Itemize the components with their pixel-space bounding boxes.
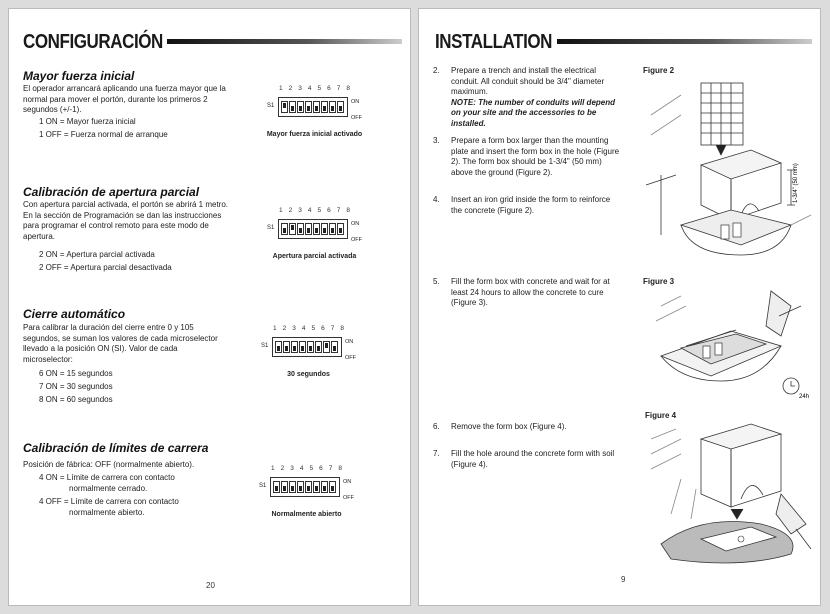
step-text: Fill the hole around the concrete form with soil (Figure 4). (451, 449, 615, 469)
switch-7 (321, 481, 328, 493)
figure-4-illustration (641, 419, 816, 569)
section-body: El operador arrancará aplicando una fuerza mayor que la normal para mover el portón, durante los primeros 2 segundos (+/-1). (23, 84, 226, 114)
switch-5 (313, 101, 320, 113)
left-page (8, 8, 411, 606)
figure-3-illustration (641, 286, 816, 401)
step-number: 3. (433, 136, 440, 145)
step-body: Prepare a trench and install the electrical conduit. All conduit should be 3/4" diameter maximum. (451, 66, 605, 96)
switch-1 (281, 223, 288, 235)
switch-3 (289, 481, 296, 493)
switch-4 (305, 223, 312, 235)
section-body: Para calibrar la duración del cierre entre 0 y 105 segundos, se suman los valores de cada microselector llevado a la posición ON (SI). Valor de cada microselector: (23, 323, 218, 364)
section-item: normalmente cerrado. (69, 484, 148, 493)
page-title: CONFIGURACIÓN (23, 31, 163, 53)
switch-8 (329, 481, 336, 493)
dip-switch (267, 207, 362, 269)
section-item: 8 ON = 60 segundos (39, 395, 113, 404)
section-item: 4 OFF = Límite de carrera con contacto (39, 497, 179, 506)
step-text (451, 66, 621, 129)
step-number: 4. (433, 195, 440, 204)
section-body: Posición de fábrica: OFF (normalmente abierto). (23, 460, 195, 469)
switch-2 (283, 341, 290, 353)
switch-s1-label: S1 (261, 343, 269, 349)
step-text: Remove the form box (Figure 4). (451, 422, 567, 431)
switch-8 (337, 223, 344, 235)
switch-on-label: ON (351, 221, 360, 227)
clock-label: 24h (799, 394, 810, 400)
section-item: normalmente abierto. (69, 508, 145, 517)
step-text: Prepare a form box larger than the mounting plate and insert the form box in the hole (Figure 2). The form box should be 1-3/4" (50 mm) above the ground (Figure 2). (451, 136, 620, 177)
section-item: 4 ON = Límite de carrera con contacto (39, 473, 175, 482)
switch-on-label: ON (351, 99, 360, 105)
switch-7 (329, 101, 336, 113)
section-title: Mayor fuerza inicial (23, 69, 135, 83)
switch-off-label: OFF (351, 237, 362, 243)
step-text: Insert an iron grid inside the form to reinforce the concrete (Figure 2). (451, 195, 611, 215)
switch-4 (305, 101, 312, 113)
page-number: 9 (621, 575, 626, 584)
switch-6 (315, 341, 322, 353)
section-title: Cierre automático (23, 307, 126, 321)
right-page (418, 8, 821, 606)
dip-switch (259, 465, 354, 527)
switch-numbers: 1 2 3 4 5 6 7 8 (279, 207, 353, 214)
switch-3 (297, 223, 304, 235)
switch-caption: 30 segundos (287, 371, 330, 378)
section-item: 6 ON = 15 segundos (39, 369, 113, 378)
switch-bank (278, 219, 348, 239)
section-item: 7 ON = 30 segundos (39, 382, 113, 391)
switch-6 (313, 481, 320, 493)
switch-6 (321, 101, 328, 113)
switch-s1-label: S1 (267, 225, 275, 231)
switch-s1-label: S1 (267, 103, 275, 109)
switch-numbers: 1 2 3 4 5 6 7 8 (279, 85, 353, 92)
switch-off-label: OFF (345, 355, 356, 361)
switch-numbers: 1 2 3 4 5 6 7 8 (271, 465, 345, 472)
section-title: Calibración de apertura parcial (23, 185, 200, 199)
section-title: Calibración de límites de carrera (23, 441, 209, 455)
figure-2-illustration (641, 75, 816, 270)
switch-3 (291, 341, 298, 353)
switch-caption: Apertura parcial activada (272, 253, 357, 260)
switch-5 (307, 341, 314, 353)
switch-on-label: ON (343, 479, 352, 485)
switch-4 (297, 481, 304, 493)
switch-numbers: 1 2 3 4 5 6 7 8 (273, 325, 347, 332)
switch-off-label: OFF (343, 495, 354, 501)
step-note: NOTE: The number of conduits will depend on your site and the accessories to be installed. (451, 97, 615, 128)
step-number: 5. (433, 277, 440, 286)
page-title: INSTALLATION (435, 31, 553, 53)
switch-2 (289, 101, 296, 113)
section-body: Con apertura parcial activada, el portón se abrirá 1 metro. En la sección de Programación se dan las instrucciones para programar el control remoto para este modo de apertura. (23, 200, 228, 241)
section-item: 2 OFF = Apertura parcial desactivada (39, 263, 172, 272)
switch-caption: Mayor fuerza inicial activado (266, 131, 363, 138)
switch-8 (331, 341, 338, 353)
switch-1 (281, 101, 288, 113)
step-number: 7. (433, 449, 440, 458)
page-number: 20 (206, 581, 215, 590)
step-number: 6. (433, 422, 440, 431)
step-text: Fill the form box with concrete and wait for at least 24 hours to allow the concrete to cure (Figure 3). (451, 277, 610, 307)
switch-caption: Normalmente abierto (271, 511, 342, 518)
title-bar (557, 39, 812, 44)
switch-s1-label: S1 (259, 483, 267, 489)
dip-switch (267, 85, 362, 147)
dip-switch (261, 325, 356, 387)
section-item: 1 ON = Mayor fuerza inicial (39, 117, 136, 126)
section-item: 2 ON = Apertura parcial activada (39, 250, 155, 259)
figure-dimension: 1-3/4" (50 mm) (793, 163, 799, 203)
switch-6 (321, 223, 328, 235)
switch-8 (337, 101, 344, 113)
switch-5 (313, 223, 320, 235)
title-bar (167, 39, 402, 44)
figure-label: Figure 2 (643, 66, 675, 75)
switch-3 (297, 101, 304, 113)
switch-7 (323, 341, 330, 353)
switch-4 (299, 341, 306, 353)
switch-7 (329, 223, 336, 235)
switch-1 (273, 481, 280, 493)
switch-on-label: ON (345, 339, 354, 345)
switch-bank (272, 337, 342, 357)
section-item: 1 OFF = Fuerza normal de arranque (39, 130, 168, 139)
switch-off-label: OFF (351, 115, 362, 121)
switch-2 (281, 481, 288, 493)
switch-bank (278, 97, 348, 117)
switch-2 (289, 223, 296, 235)
switch-bank (270, 477, 340, 497)
switch-1 (275, 341, 282, 353)
step-number: 2. (433, 66, 440, 75)
figure-label: Figure 3 (643, 277, 675, 286)
switch-5 (305, 481, 312, 493)
figure-label: Figure 4 (645, 411, 677, 420)
